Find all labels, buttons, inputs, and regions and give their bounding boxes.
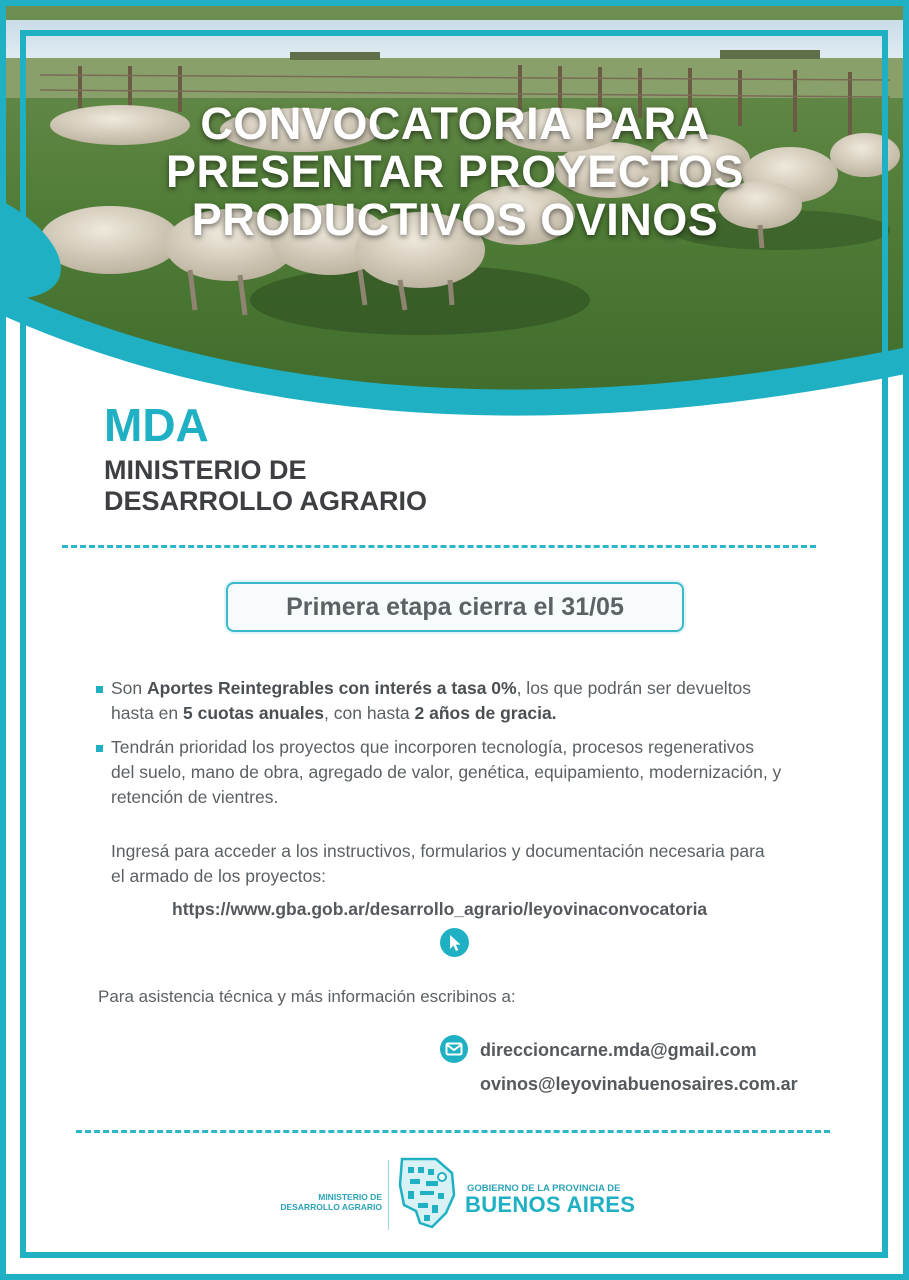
- access-instructions: [111, 839, 765, 889]
- headline-line-2: PRESENTAR PROYECTOS: [166, 146, 744, 197]
- bullet-line: [111, 701, 856, 726]
- headline-line-1: CONVOCATORIA PARA: [200, 98, 710, 149]
- main-headline: [80, 100, 830, 244]
- ministry-name-line-1: MINISTERIO DE: [104, 455, 307, 485]
- access-line-2: el armado de los proyectos:: [111, 866, 326, 886]
- footer-ministry-name: [272, 1192, 382, 1212]
- access-line-1: Ingresá para acceder a los instructivos, formularios y documentación necesaria para: [111, 841, 765, 861]
- bullet-item-funding: [96, 676, 856, 726]
- text-span: hasta en: [111, 703, 183, 723]
- bold-text: 5 cuotas anuales: [183, 703, 325, 723]
- deadline-box: Primera etapa cierra el 31/05: [226, 582, 684, 632]
- dashed-divider-top: [62, 545, 816, 548]
- email-link-carne[interactable]: direccioncarne.mda@gmail.com: [480, 1040, 757, 1060]
- ministry-name: [104, 455, 427, 517]
- bullet-line: del suelo, mano de obra, agregado de valor, genética, equipamiento, modernización, y: [111, 762, 782, 782]
- envelope-icon: [440, 1035, 468, 1063]
- bold-text: 2 años de gracia.: [414, 703, 557, 723]
- footer-ministry-line-2: DESARROLLO AGRARIO: [280, 1202, 382, 1212]
- bold-text: Aportes Reintegrables con interés a tasa 0%: [147, 678, 517, 698]
- bullet-line: Tendrán prioridad los proyectos que incorporen tecnología, procesos regenerativos: [111, 737, 755, 757]
- cursor-pointer-icon[interactable]: [440, 928, 469, 957]
- square-bullet-icon: [96, 686, 103, 693]
- text-span: Son: [111, 678, 147, 698]
- assistance-text: Para asistencia técnica y más información escribinos a:: [98, 987, 516, 1006]
- ministry-abbreviation: MDA: [104, 399, 209, 451]
- province-name: BUENOS AIRES: [465, 1192, 636, 1217]
- square-bullet-icon: [96, 745, 103, 752]
- government-label: GOBIERNO DE LA PROVINCIA DE: [467, 1183, 621, 1194]
- headline-line-3: PRODUCTIVOS OVINOS: [191, 194, 719, 245]
- bullet-line: retención de vientres.: [111, 787, 279, 807]
- ministry-name-line-2: DESARROLLO AGRARIO: [104, 486, 427, 516]
- dashed-divider-bottom: [76, 1130, 830, 1133]
- footer-ministry-line-1: MINISTERIO DE: [318, 1192, 382, 1202]
- footer-divider: [388, 1160, 389, 1230]
- convocatoria-link[interactable]: https://www.gba.gob.ar/desarrollo_agrario/leyovinaconvocatoria: [172, 899, 708, 919]
- text-span: , los que podrán ser devueltos: [516, 678, 752, 698]
- email-link-ovinos[interactable]: ovinos@leyovinabuenosaires.com.ar: [480, 1074, 798, 1094]
- buenos-aires-emblem-icon: [396, 1155, 460, 1231]
- bullet-line: [111, 676, 856, 701]
- text-span: , con hasta: [324, 703, 415, 723]
- bullet-item-priority: [96, 735, 856, 810]
